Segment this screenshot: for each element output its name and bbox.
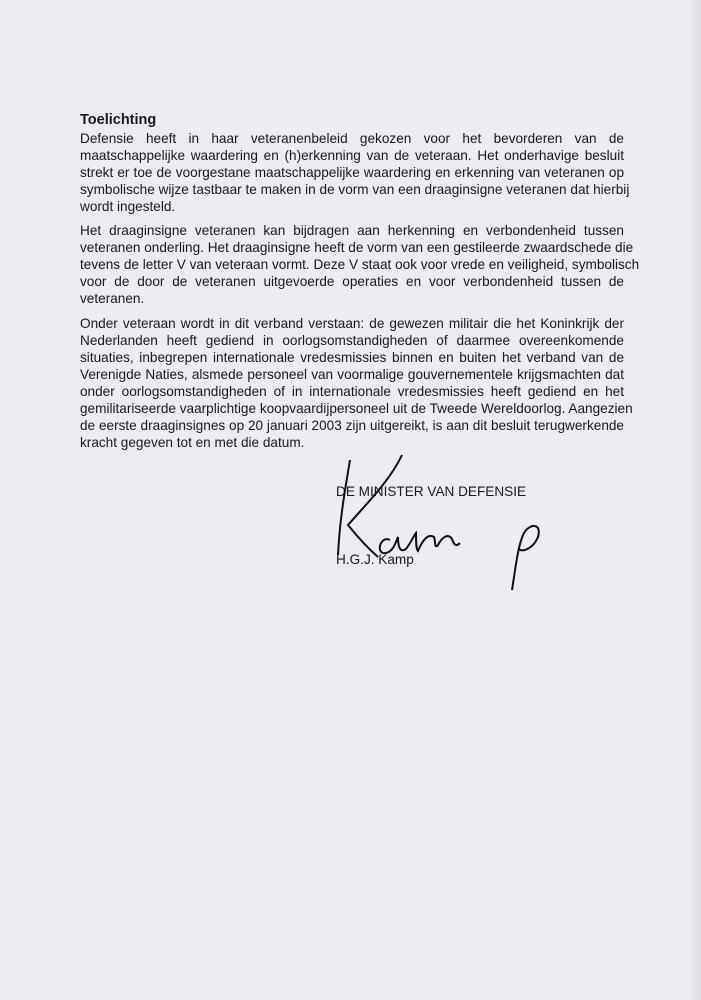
text-line: tevens de letter V van veteraan vormt. Deze V staat ook voor vrede en veiligheid, symbolisch — [80, 257, 640, 272]
text-line: de eerste draaginsignes op 20 januari 2003 zijn uitgereikt, is aan dit besluit terugwerkende — [80, 418, 624, 433]
text-line: situaties, inbegrepen internationale vredesmissies binnen en buiten het verband van de — [80, 350, 624, 365]
text-line: Onder veteraan wordt in dit verband verstaan: de gewezen militair die het Koninkrijk der — [80, 316, 624, 331]
signatory-name: H.G.J. Kamp — [336, 552, 414, 567]
heading: Toelichting — [80, 112, 157, 128]
text-line: Nederlanden heeft gediend in oorlogsomstandigheden of daarmee overeenkomende — [80, 333, 624, 348]
text-line: Verenigde Naties, alsmede personeel van voormalige gouvernementele krijgsmachten dat — [80, 367, 624, 382]
text-line: gemilitariseerde vaarplichtige koopvaardijpersoneel uit de Tweede Wereldoorlog. Aangezien — [80, 401, 633, 416]
text-line: strekt er toe de voorgestane maatschappelijke waardering en erkenning van veteranen op — [80, 165, 624, 180]
text-line: voor de door de veteranen uitgevoerde operaties en voor verbondenheid tussen de — [80, 274, 624, 289]
paragraph-3 — [80, 315, 633, 451]
text-line: Defensie heeft in haar veteranenbeleid gekozen voor het bevorderen van de — [80, 131, 624, 146]
handwritten-signature — [320, 445, 560, 605]
paragraph-1 — [80, 130, 630, 215]
signatory-title: DE MINISTER VAN DEFENSIE — [336, 484, 527, 499]
text-line: symbolische wijze tastbaar te maken in de vorm van een draaginsigne veteranen dat hierbij — [80, 182, 630, 197]
text-line: onder oorlogsomstandigheden of in internationale vredesmissies heeft gediend en het — [80, 384, 624, 399]
text-line: wordt ingesteld. — [80, 199, 176, 214]
text-line: Het draaginsigne veteranen kan bijdragen aan herkenning en verbondenheid tussen — [80, 223, 624, 238]
paragraph-2 — [80, 222, 640, 307]
text-line: maatschappelijke waardering en (h)erkenning van de veteraan. Het onderhavige besluit — [80, 148, 624, 163]
text-line: veteranen. — [80, 291, 145, 306]
text-line: kracht gegeven tot en met die datum. — [80, 435, 305, 450]
scan-edge — [687, 0, 701, 1000]
text-line: veteranen onderling. Het draaginsigne heeft de vorm van een gestileerde zwaardschede die — [80, 240, 634, 255]
